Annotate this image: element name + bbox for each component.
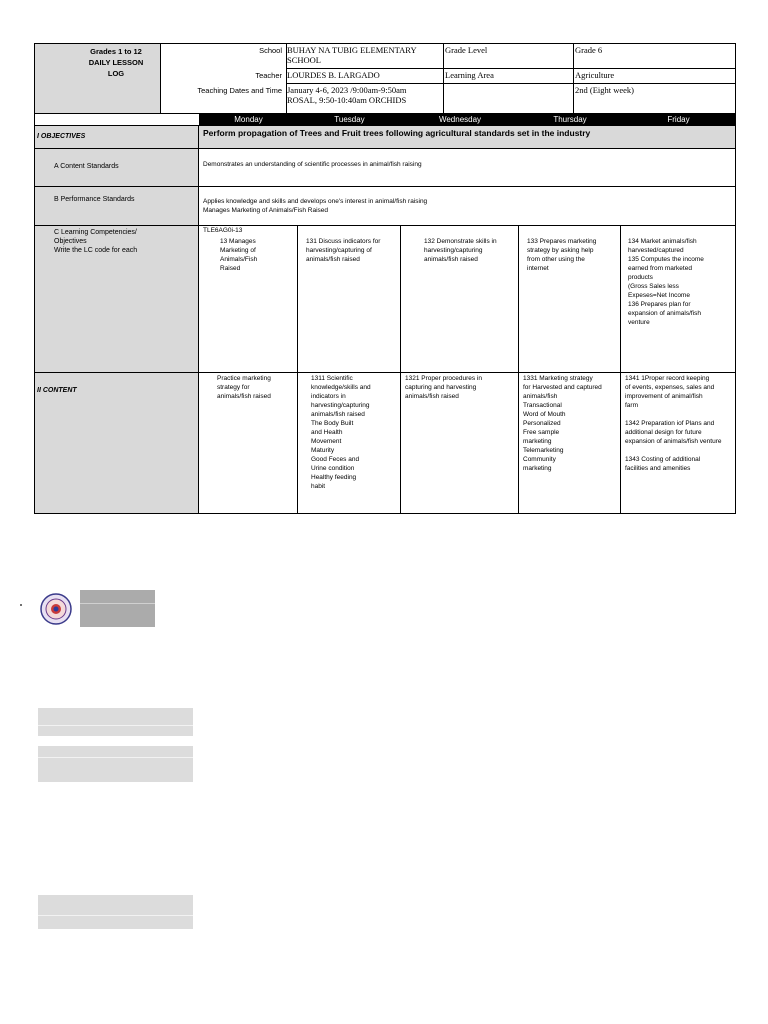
learning-area-value: Agriculture (575, 70, 615, 80)
content-label: II CONTENT (37, 387, 77, 394)
content-friday: 1341 1Proper record keeping of events, expenses, sales and improvement of animal/fish farm 1342 Preparation iof Plans and additional design for future expansion of animals/fish venture 1343 Costing of additional facilities and amenities (625, 375, 722, 472)
school-value: BUHAY NA TUBIG ELEMENTARY SCHOOL (287, 45, 417, 65)
content-wednesday: 1321 Proper procedures in capturing and harvesting animals/fish raised (405, 375, 482, 400)
competencies-code: TLE6AG0i-13 (203, 227, 243, 234)
learning-area-label: Learning Area (445, 70, 494, 80)
grade-level-label: Grade Level (445, 45, 488, 55)
day-thursday: Thursday (553, 115, 587, 124)
objectives-label: I OBJECTIVES (37, 133, 86, 140)
day-tuesday: Tuesday (334, 115, 365, 124)
dates-label: Teaching Dates and Time (197, 86, 282, 95)
day-wednesday: Wednesday (438, 115, 482, 124)
content-monday: Practice marketing strategy for animals/fish raised (217, 375, 271, 400)
day-monday: Monday (234, 115, 263, 124)
performance-standards-text: Applies knowledge and skills and develops one's interest in animal/fish raising Manages Marketing of Animals/Fish Raised (203, 198, 428, 214)
left-label-column (34, 125, 199, 513)
content-thursday: 1331 Marketing strategy for Harvested and captured animals/fish Transactional Word of Mouth Personalized Free sample marketing Telemarketing Community marketing (523, 375, 602, 472)
content-tuesday: 1311 Scientific knowledge/skills and indicators in harvesting/capturing animals/fish raised The Body Built and Health Movement Maturity Good Feces and Urine condition Healthy feeding habit (311, 375, 371, 490)
blank-box-3 (38, 746, 193, 782)
deped-seal-icon (40, 593, 72, 625)
blank-box-1 (80, 590, 155, 627)
day-friday: Friday (667, 115, 690, 124)
grade-level-value: Grade 6 (575, 45, 603, 55)
school-label: School (259, 46, 282, 55)
blank-box-2 (38, 708, 193, 736)
competencies-monday: 13 Manages Marketing of Animals/Fish Raised (220, 238, 258, 272)
competencies-tuesday: 131 Discuss indicators for harvesting/capturing of animals/fish raised (306, 238, 381, 263)
log-title: Grades 1 to 12 DAILY LESSON LOG (88, 47, 144, 78)
performance-standards-label: B Performance Standards (54, 196, 135, 203)
content-standards-text: Demonstrates an understanding of scientific processes in animal/fish raising (203, 161, 422, 168)
teacher-value: LOURDES B. LARGADO (287, 70, 380, 80)
dates-value: January 4-6, 2023 /9:00am-9:50am ROSAL, 9:50-10:40am ORCHIDS (287, 85, 407, 105)
page-dot (20, 604, 22, 606)
objectives-text: Perform propagation of Trees and Fruit trees following agricultural standards set in the industry (203, 128, 591, 138)
content-standards-label: A Content Standards (54, 163, 119, 170)
quarter-value: 2nd (Eight week) (575, 85, 635, 95)
competencies-wednesday: 132 Demonstrate skills in harvesting/capturing animals/fish raised (424, 238, 497, 263)
competencies-thursday: 133 Prepares marketing strategy by asking help from other using the internet (527, 238, 597, 272)
teacher-label: Teacher (255, 71, 282, 80)
competencies-friday: 134 Market animals/fish harvested/captured 135 Computes the income earned from marketed products (Gross Sales less Expeses=Net Income 136 Prepares plan for expansion of animals/fish venture (628, 238, 704, 326)
blank-box-4 (38, 895, 193, 929)
competencies-label: C Learning Competencies/ Objectives Write the LC code for each (54, 229, 138, 254)
